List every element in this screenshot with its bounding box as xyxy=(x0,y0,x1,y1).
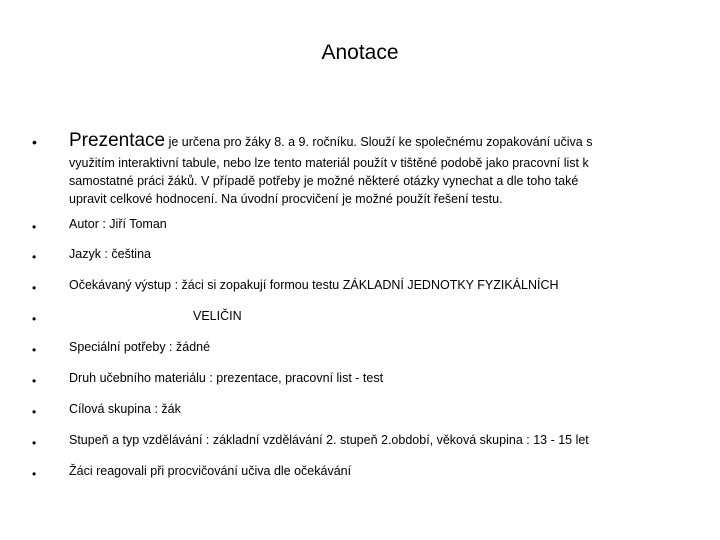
list-item-expected-output-cont: VELIČIN xyxy=(193,309,242,323)
list-item-author: Autor : Jiří Toman xyxy=(69,217,167,231)
bullet-marker: • xyxy=(32,281,37,295)
intro-line: využitím interaktivní tabule, nebo lze tento materiál použít v tištěné podobě jako pracovní list k xyxy=(69,156,589,170)
intro-paragraph xyxy=(69,131,679,208)
intro-lead-word: Prezentace xyxy=(69,130,166,151)
intro-line: upravit celkové hodnocení. Na úvodní procvičení je možné použít řešení testu. xyxy=(69,192,503,206)
list-item-language: Jazyk : čeština xyxy=(69,247,151,261)
intro-lead-rest: je určena pro žáky 8. a 9. ročníku. Slouží ke společnému zopakování učiva s xyxy=(165,135,593,149)
intro-line: samostatné práci žáků. V případě potřeby je možné některé otázky vynechat a dle toho také xyxy=(69,174,579,188)
list-item-target-group: Cílová skupina : žák xyxy=(69,402,181,416)
intro-lead-line xyxy=(69,131,679,152)
slide-title: Anotace xyxy=(321,41,399,64)
bullet-marker: • xyxy=(32,374,37,388)
bullet-marker: • xyxy=(32,220,37,234)
list-item-material-type: Druh učebního materiálu : prezentace, pracovní list - test xyxy=(69,371,384,385)
bullet-marker: • xyxy=(32,343,37,357)
list-item-special-needs: Speciální potřeby : žádné xyxy=(69,340,211,354)
bullet-marker: • xyxy=(32,312,37,326)
list-item-education-level: Stupeň a typ vzdělávání : základní vzdělávání 2. stupeň 2.období, věková skupina : 13 - 15 let xyxy=(69,433,589,447)
bullet-marker: • xyxy=(32,250,37,264)
list-item-expected-output: Očekávaný výstup : žáci si zopakují formou testu ZÁKLADNÍ JEDNOTKY FYZIKÁLNÍCH xyxy=(69,278,559,292)
bullet-marker: • xyxy=(32,436,37,450)
list-item-pupil-reaction: Žáci reagovali při procvičování učiva dle očekávání xyxy=(69,464,352,478)
bullet-marker: • xyxy=(32,134,37,150)
intro-body xyxy=(69,154,679,208)
bullet-marker: • xyxy=(32,405,37,419)
bullet-marker: • xyxy=(32,467,37,481)
